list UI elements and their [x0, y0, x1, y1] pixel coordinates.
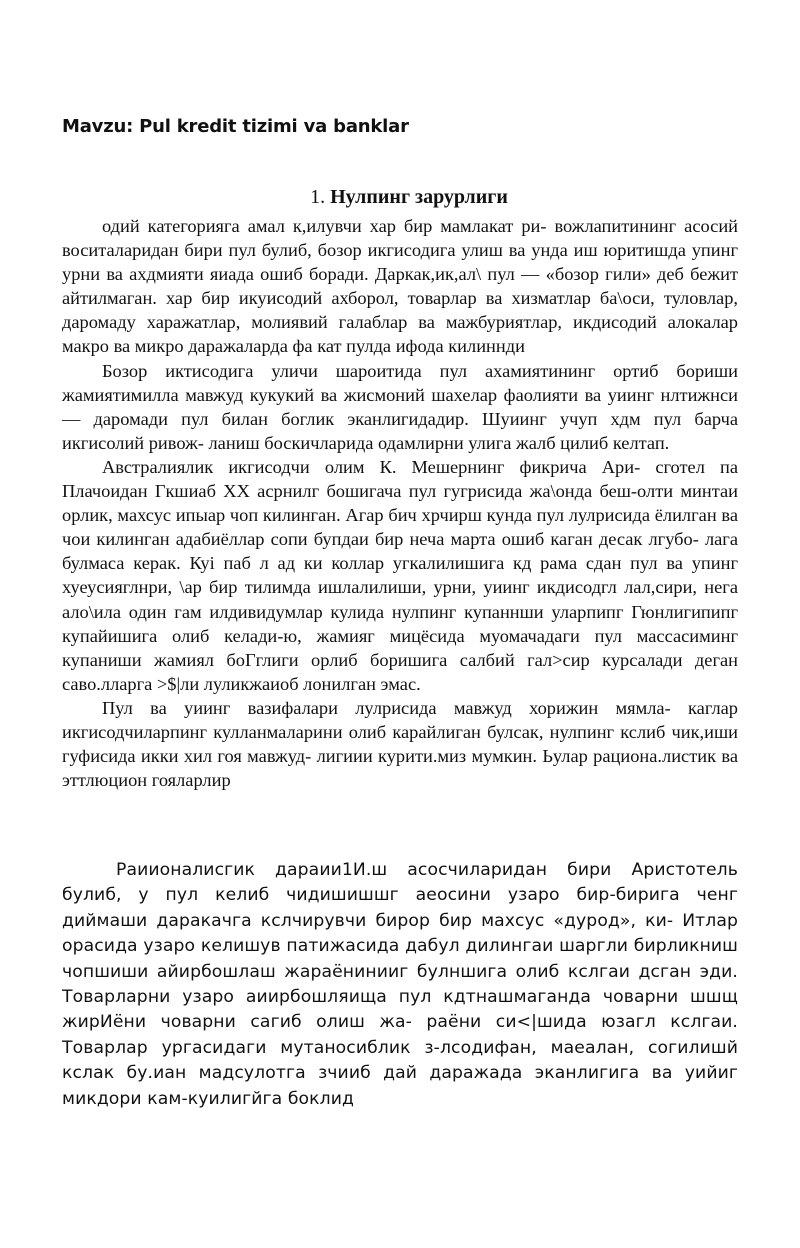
paragraph-5: Раиионалисгик дараии1И.ш асосчиларидан бири Аристотель булиб, у пул келиб чидишишшг аеосини узаро бир-бирига ченг диймаши даракачга кслчирувчи бирор бир махсус «дурод», ки- Итлар орасида узаро келишув патижасида дабул дилингаи шаргли бирликниш чопшиши айирбошлаш жараёнинииг булншига олиб кслгаи дсган эди. Товарларни узаро аиирбошляища пул кдтнашмаганда човарни шшщ жирИёни човарни сагиб олиш жа- раёни си<|шида юзагл кслгаи. Товарлар ургасидаги мутаносиблик з-лсодифан, маеалан, согилишй кслак бу.иан мадсулотга зчииб дай даражада эканлигига ва уийиг микдори кам-куилигйга боклид — [62, 860, 738, 1109]
document-topic: Mavzu: Pul kredit tizimi va banklar — [62, 116, 409, 137]
section-number: 1. — [310, 186, 326, 208]
paragraph-1: одий категорияга амал к,илувчи хар бир мамлакат ри- вожлапитининг асосий воситаларидан бири пул булиб, бозор икгисодига улиш ва унда иш юритишда упинг урни ва ахдмияти яиада ошиб боради. Даркак,ик,ал\ пул — «бозор гили» деб бежит айтилмаган. хар бир икуисодий ахборол, товарлар ва хизматлар ба\оси, туловлар, даромаду харажатлар, молиявий галаблар ва мажбуриятлар, икдисодий алокалар макро ва микро даражаларда фа кат пулда ифода килиннди — [62, 216, 738, 357]
paragraph-3: Австралиялик икгисодчи олим К. Мешернинг фикрича Ари- сготел па Плачоидан Гкшиаб XX асрнилг бошигача пул гугрисида жа\онда беш-олти минтаи орлик, махсус ипыар чоп килинган. Агар бич хрчирш кунда пул лулрисида ёлилган ва чои килинган адабиёллар сопи бупдаи бир неча марта ошиб каган десак лгубо- лага булмаса керак. Куі паб л ад ки коллар угкалилишига кд рама сдан пул ва упинг хуеусияглнри, \ар бир тилимда ишлалилиши, урни, уиинг икдисодгл лал,сири, нега ало\ила один гам илдивидумлар кулида нулпинг купаннши уларпипг Гюнлигипипг купайишига олиб келади-ю, жамияг мицёсида муомачадаги пул массасиминг купаниши жамиял боГглиги орлиб боришига салбий гал>сир курсалади деган саво.лларга >$|ли луликжаиоб лонилган эмас. — [62, 456, 738, 694]
section-title: Нулпинг зарурлиги — [330, 186, 508, 208]
paragraph-4: Пул ва уиинг вазифалари лулрисида мавжуд хорижин мямла- каглар икгисодчиларпинг кулланмаларини олиб карайлиган булсак, нулпинг кслиб чик,иши гуфисида икки хил гоя мавжуд- лигиии курити.миз мумкин. Ьулар рациона.листик ва эттлюцион гояларлир — [62, 697, 738, 791]
sans-text-block — [62, 858, 738, 1112]
serif-text-block — [62, 214, 738, 792]
section-heading — [0, 186, 800, 209]
paragraph-2: Бозор иктисодига уличи шароитида пул ахамиятининг ортиб бориши жамиятимилла мавжуд кукукий ва жисмоний шахелар фаолияти ва уиинг нлтижнси — даромади пул билан боглик эканлигидадир. Шуиинг учуп хдм пул барча икгисолий ривож- ланиш боскичларида одамлирни улига жалб цилиб келтап. — [62, 360, 738, 453]
